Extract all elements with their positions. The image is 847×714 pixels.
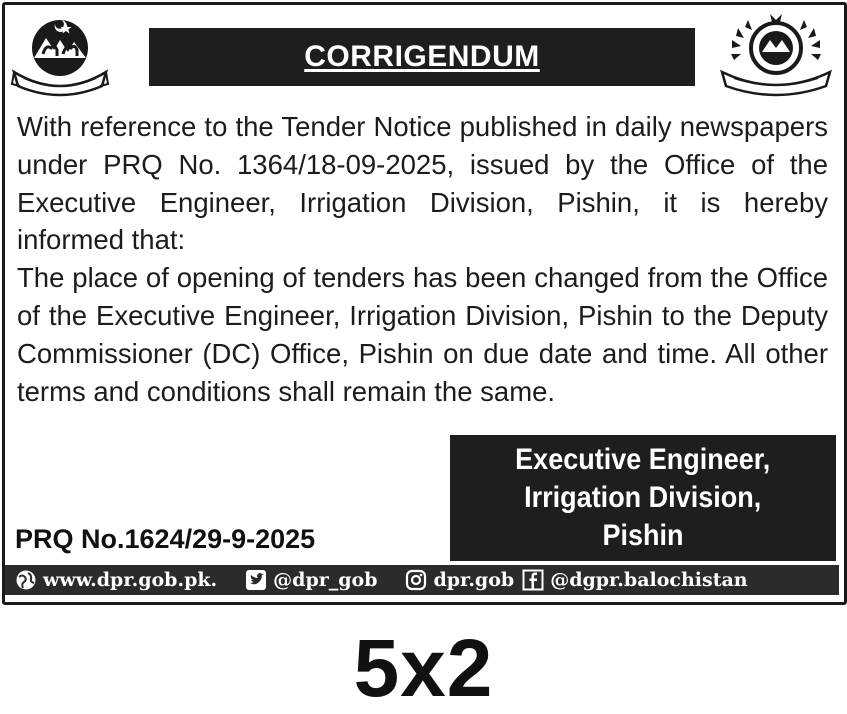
notice-body xyxy=(17,108,828,410)
title-banner xyxy=(149,28,695,86)
facebook-handle: @dgpr.balochistan xyxy=(550,569,748,591)
dgpr-emblem xyxy=(718,10,834,98)
globe-icon xyxy=(15,569,37,591)
twitter-icon xyxy=(245,569,267,591)
instagram-handle: dpr.gob xyxy=(433,569,515,591)
contact-footer xyxy=(5,565,839,595)
prq-number: PRQ No.1624/29-9-2025 xyxy=(15,524,316,554)
notice-paragraph-change: The place of opening of tenders has been changed from the Office of the Executive Engineer, Irrigation Division, Pishin to the Deputy Commissioner (DC) Office, Pishin on due date and time. All other terms and conditions shall remain the same. xyxy=(17,262,828,407)
signatory-location: Pishin xyxy=(602,519,684,552)
instagram-icon xyxy=(405,569,427,591)
signatory-designation: Executive Engineer, xyxy=(515,443,771,476)
signatory-block xyxy=(450,435,836,561)
ad-size-label: 5x2 xyxy=(353,623,494,714)
balochistan-govt-emblem xyxy=(10,10,110,98)
footer-facebook[interactable] xyxy=(522,569,747,591)
notice-paragraph-reference: With reference to the Tender Notice published in daily newspapers under PRQ No. 1364/18-09-2025, issued by the Office of the Executive Engineer, Irrigation Division, Pishin, it is hereby informed that: xyxy=(17,111,828,256)
footer-twitter[interactable] xyxy=(245,569,377,591)
notice-title: CORRIGENDUM xyxy=(304,40,540,73)
footer-website[interactable] xyxy=(15,569,217,591)
footer-instagram[interactable] xyxy=(405,569,514,591)
website-text: www.dpr.gob.pk. xyxy=(43,569,218,591)
twitter-handle: @dpr_gob xyxy=(273,569,378,591)
signatory-division: Irrigation Division, xyxy=(524,481,762,514)
facebook-icon xyxy=(522,569,544,591)
